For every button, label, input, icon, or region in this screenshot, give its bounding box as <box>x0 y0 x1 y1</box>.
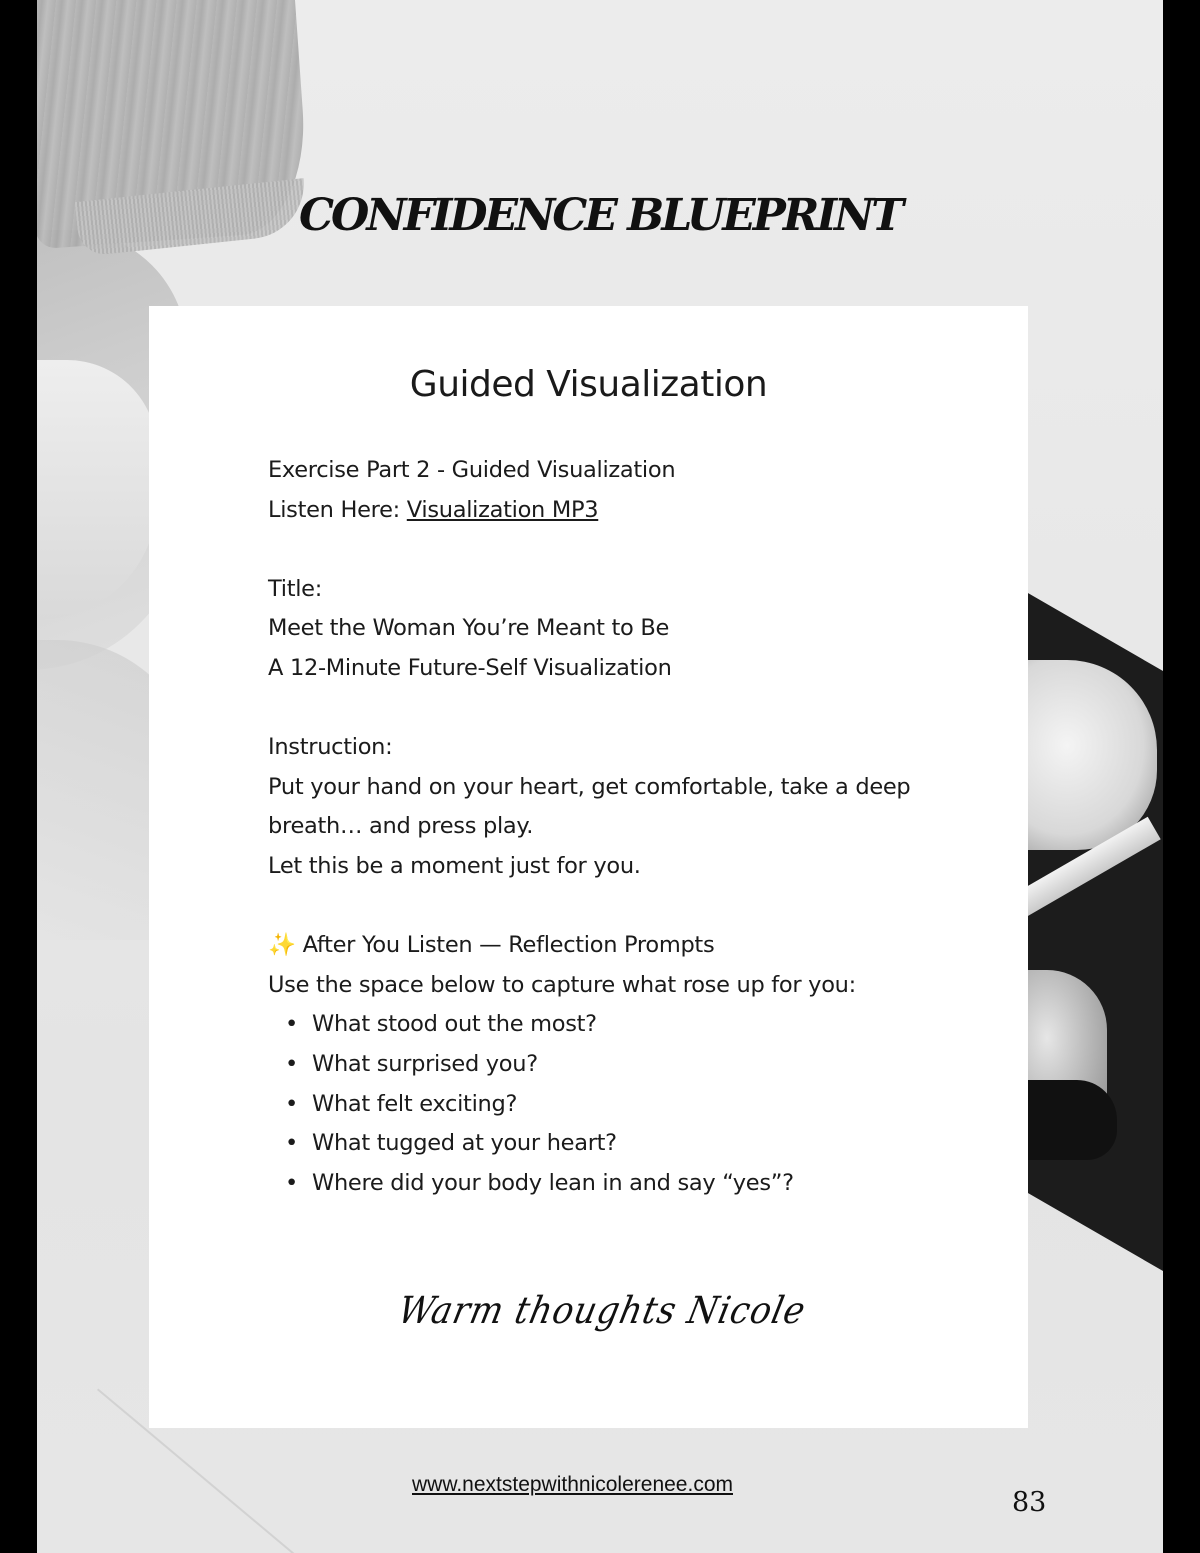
reflection-heading <box>268 926 988 966</box>
content-card <box>149 306 1028 1428</box>
instruction-line-2: breath… and press play. <box>268 813 534 840</box>
page-title: CONFIDENCE BLUEPRINT <box>299 190 901 241</box>
sparkle-icon: ✨ <box>268 932 296 959</box>
visualization-mp3-link[interactable]: Visualization MP3 <box>406 496 599 523</box>
page-number: 83 <box>1012 1487 1047 1518</box>
title-label: Title: <box>268 575 322 602</box>
listen-label: Listen Here: <box>268 496 407 523</box>
website-link[interactable]: www.nextstepwithnicolerenee.com <box>412 1473 733 1496</box>
spacer <box>268 689 988 729</box>
spacer <box>268 530 988 570</box>
list-item: • What surprised you? <box>312 1045 988 1085</box>
reflection-intro: Use the space below to capture what rose up for you: <box>268 971 856 998</box>
reflection-heading-text: After You Listen — Reflection Prompts <box>295 932 715 959</box>
exercise-line: Exercise Part 2 - Guided Visualization <box>268 457 676 483</box>
list-item: • What felt exciting? <box>312 1085 988 1125</box>
photo-food-tray <box>1007 600 1163 1260</box>
card-content <box>268 451 988 1203</box>
spacer <box>268 887 988 927</box>
title-line-1: Meet the Woman You’re Meant to Be <box>268 615 670 642</box>
listen-line <box>268 491 988 531</box>
list-item: • What tugged at your heart? <box>312 1124 988 1164</box>
list-item: • What stood out the most? <box>312 1005 988 1045</box>
title-line-2: A 12-Minute Future-Self Visualization <box>268 654 672 681</box>
instruction-label: Instruction: <box>268 734 393 761</box>
instruction-line-1: Put your hand on your heart, get comfortable, take a deep <box>268 773 911 800</box>
card-heading: Guided Visualization <box>409 364 768 405</box>
instruction-line-3: Let this be a moment just for you. <box>268 852 641 879</box>
reflection-prompts-list <box>268 1005 988 1203</box>
list-item: • Where did your body lean in and say “yes”? <box>312 1164 988 1204</box>
signature: Warm thoughts Nicole <box>394 1289 810 1333</box>
